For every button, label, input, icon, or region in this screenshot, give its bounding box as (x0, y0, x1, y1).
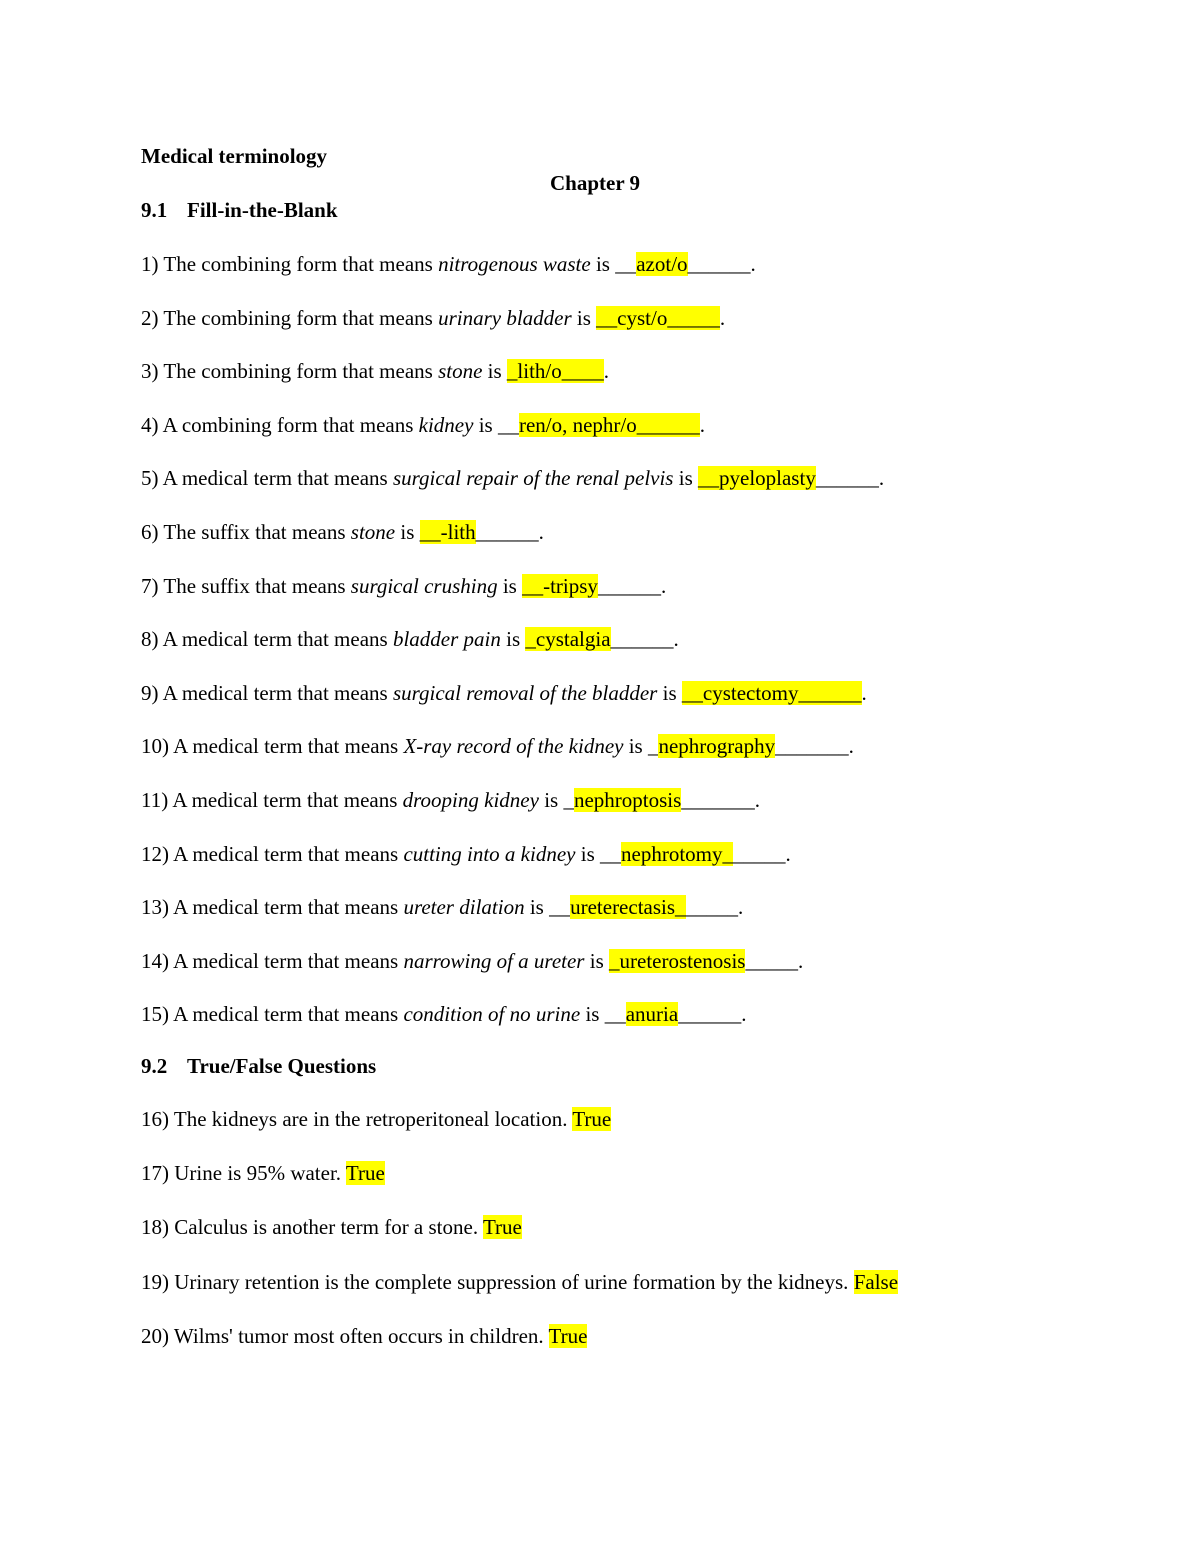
answer-highlight: True (572, 1107, 612, 1131)
true-false-line (141, 1323, 587, 1349)
question-text: The combining form that means (163, 306, 439, 330)
answer-highlight: __-lith (419, 520, 476, 544)
answer-highlight: _cystalgia (525, 627, 611, 651)
question-text: is (657, 681, 682, 705)
question-period: . (848, 734, 854, 758)
question-term: stone (438, 359, 483, 383)
question-line (141, 358, 609, 384)
question-line (141, 1001, 746, 1027)
question-text: The kidneys are in the retroperitoneal location. (173, 1107, 573, 1131)
question-term: kidney (418, 413, 474, 437)
question-text: A medical term that means (172, 788, 403, 812)
question-term: urinary bladder (438, 306, 572, 330)
question-line (141, 894, 743, 920)
blank-trail: ______ (687, 252, 751, 276)
question-term: drooping kidney (402, 788, 539, 812)
answer-highlight: nephroptosis (573, 788, 682, 812)
question-period: . (719, 306, 726, 330)
answer-highlight: ren/o, nephr/o______ (518, 413, 700, 437)
question-term: ureter dilation (403, 895, 525, 919)
answer-highlight: True (548, 1324, 588, 1348)
chapter-heading (550, 170, 640, 196)
question-term: condition of no urine (403, 1002, 581, 1026)
question-text: Urinary retention is the complete suppression of urine formation by the kidneys. (174, 1270, 854, 1294)
question-line (141, 412, 705, 438)
question-text: is (538, 788, 564, 812)
answer-highlight: _ureterostenosis (609, 949, 746, 973)
question-number: 4) (141, 413, 159, 437)
question-line (141, 573, 666, 599)
question-text: The combining form that means (163, 252, 439, 276)
section-number: 9.2 (141, 1054, 168, 1078)
section-title: True/False Questions (187, 1054, 377, 1078)
answer-highlight: __cyst/o_____ (596, 306, 720, 330)
question-number: 2) (141, 306, 159, 330)
section-heading-true-false (141, 1053, 376, 1079)
true-false-line (141, 1269, 898, 1295)
question-text: A medical term that means (162, 627, 393, 651)
blank-trail: _____ (685, 895, 739, 919)
question-period: . (699, 413, 705, 437)
true-false-line (141, 1106, 611, 1132)
answer-highlight: anuria (625, 1002, 679, 1026)
question-number: 13) (141, 895, 169, 919)
question-period: . (750, 252, 756, 276)
document-title (141, 143, 327, 169)
blank-trail: ______ (815, 466, 879, 490)
question-text: is (623, 734, 648, 758)
question-term: surgical repair of the renal pelvis (392, 466, 674, 490)
question-term: surgical removal of the bladder (392, 681, 658, 705)
question-text: is (571, 306, 597, 330)
blank-trail: ______ (678, 1002, 742, 1026)
question-text: A medical term that means (173, 949, 404, 973)
question-number: 18) (141, 1215, 169, 1239)
question-period: . (861, 681, 867, 705)
question-term: bladder pain (392, 627, 501, 651)
blank-lead: __ (615, 252, 637, 276)
question-number: 6) (141, 520, 159, 544)
chapter-heading-text: Chapter 9 (550, 171, 641, 195)
question-text: is (395, 520, 420, 544)
true-false-line (141, 1160, 385, 1186)
blank-lead: __ (600, 842, 621, 866)
question-text: is (482, 359, 507, 383)
question-term: nitrogenous waste (438, 252, 591, 276)
blank-trail: _____ (732, 842, 786, 866)
question-number: 17) (141, 1161, 169, 1185)
question-number: 16) (141, 1107, 169, 1131)
question-term: surgical crushing (350, 574, 498, 598)
answer-highlight: ureterectasis_ (570, 895, 686, 919)
question-period: . (878, 466, 885, 490)
question-text: A medical term that means (173, 842, 404, 866)
question-text: Wilms' tumor most often occurs in children. (173, 1324, 549, 1348)
blank-lead: __ (604, 1002, 626, 1026)
question-text: is (580, 1002, 605, 1026)
answer-highlight: False (853, 1270, 899, 1294)
blank-lead: __ (549, 895, 571, 919)
question-number: 15) (141, 1002, 169, 1026)
question-period: . (538, 520, 544, 544)
question-text: is (673, 466, 698, 490)
answer-highlight: nephrotomy_ (621, 842, 733, 866)
question-period: . (660, 574, 667, 598)
question-number: 5) (141, 466, 159, 490)
question-line (141, 626, 679, 652)
section-title: Fill-in-the-Blank (187, 198, 338, 222)
question-period: . (738, 895, 744, 919)
answer-highlight: True (345, 1161, 385, 1185)
blank-lead: _ (647, 734, 659, 758)
question-text: A combining form that means (162, 413, 419, 437)
question-text: A medical term that means (173, 734, 404, 758)
blank-trail: ______ (610, 627, 674, 651)
blank-trail: ______ (597, 574, 661, 598)
question-text: is (575, 842, 600, 866)
question-text: is (584, 949, 609, 973)
section-number: 9.1 (141, 198, 168, 222)
blank-lead: __ (497, 413, 519, 437)
question-number: 3) (141, 359, 159, 383)
question-line (141, 841, 791, 867)
answer-highlight: nephrography (658, 734, 776, 758)
question-number: 11) (141, 788, 169, 812)
question-text: is (500, 627, 526, 651)
question-text: is (524, 895, 550, 919)
answer-highlight: True (482, 1215, 522, 1239)
section-heading-fill-blank (141, 197, 338, 223)
question-text: The suffix that means (163, 574, 351, 598)
question-text: is (590, 252, 616, 276)
answer-highlight: azot/o (636, 252, 688, 276)
question-line (141, 733, 854, 759)
question-number: 19) (141, 1270, 169, 1294)
question-text: Calculus is another term for a stone. (174, 1215, 483, 1239)
question-number: 14) (141, 949, 169, 973)
question-period: . (754, 788, 761, 812)
question-number: 12) (141, 842, 169, 866)
question-text: Urine is 95% water. (174, 1161, 346, 1185)
question-text: A medical term that means (162, 466, 393, 490)
answer-highlight: __cystectomy______ (681, 681, 862, 705)
question-term: stone (350, 520, 396, 544)
blank-trail: _______ (681, 788, 755, 812)
question-number: 1) (141, 252, 159, 276)
question-term: X-ray record of the kidney (403, 734, 624, 758)
question-text: A medical term that means (173, 895, 404, 919)
question-line (141, 787, 760, 813)
question-line (141, 305, 725, 331)
question-period: . (603, 359, 609, 383)
question-term: cutting into a kidney (403, 842, 576, 866)
question-line (141, 680, 867, 706)
blank-trail: _______ (775, 734, 849, 758)
true-false-line (141, 1214, 522, 1240)
blank-trail: _____ (745, 949, 798, 973)
answer-highlight: _lith/o____ (506, 359, 604, 383)
blank-lead: _ (563, 788, 574, 812)
question-text: A medical term that means (173, 1002, 404, 1026)
question-line (141, 465, 884, 491)
question-text: A medical term that means (162, 681, 393, 705)
question-number: 8) (141, 627, 159, 651)
question-line (141, 948, 803, 974)
question-term: narrowing of a ureter (403, 949, 585, 973)
question-period: . (673, 627, 679, 651)
question-line (141, 251, 756, 277)
question-text: The combining form that means (163, 359, 439, 383)
question-text: is (497, 574, 523, 598)
question-number: 9) (141, 681, 159, 705)
question-period: . (785, 842, 791, 866)
question-period: . (797, 949, 804, 973)
question-text: is (473, 413, 498, 437)
answer-highlight: __-tripsy (522, 574, 598, 598)
question-text: The suffix that means (163, 520, 351, 544)
question-period: . (741, 1002, 747, 1026)
question-number: 7) (141, 574, 159, 598)
question-line (141, 519, 544, 545)
question-number: 10) (141, 734, 169, 758)
question-number: 20) (141, 1324, 169, 1348)
blank-trail: ______ (475, 520, 539, 544)
document-title-text: Medical terminology (141, 144, 328, 168)
answer-highlight: __pyeloplasty (698, 466, 816, 490)
